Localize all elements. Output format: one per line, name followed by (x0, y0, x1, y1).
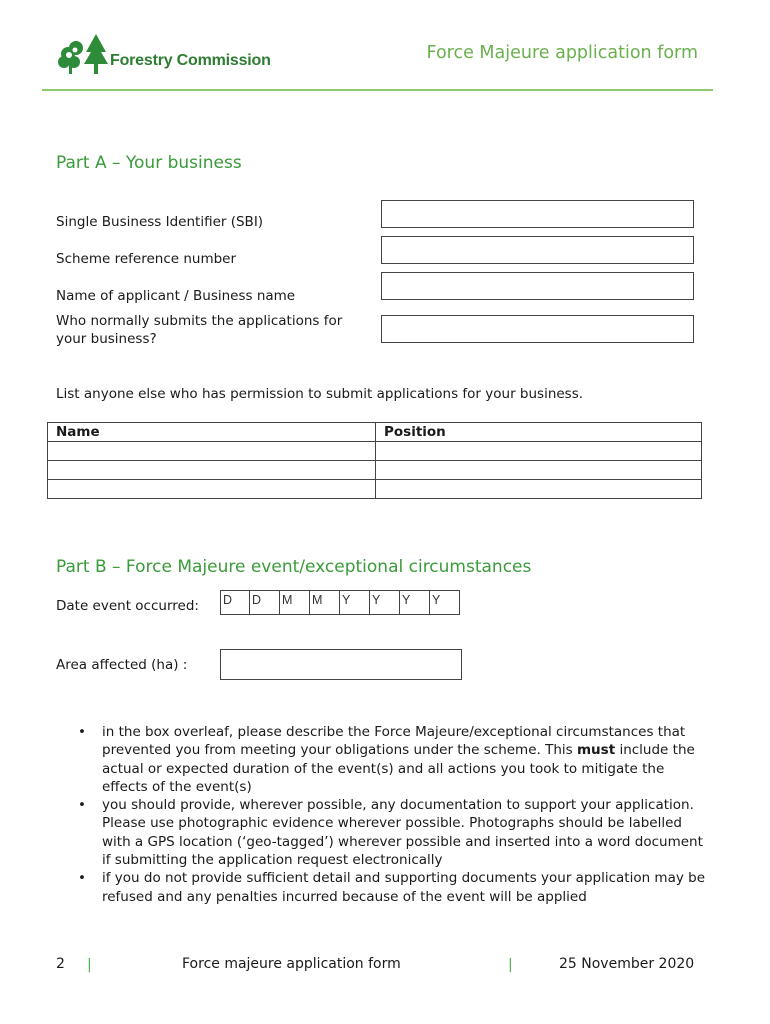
date-year-2-cell[interactable]: Y (370, 590, 400, 615)
footer-separator-right: | (508, 957, 513, 973)
applicant-name-label: Name of applicant / Business name (56, 288, 296, 304)
date-day-2-cell[interactable]: D (250, 590, 280, 615)
bullet-text: in the box overleaf, please describe the Force Majeure/exceptional circumstances that prevented you from meeting your obligations under the scheme. This (102, 724, 686, 759)
area-affected-field[interactable] (220, 649, 462, 680)
permissions-table (47, 422, 702, 499)
list-item (70, 796, 710, 869)
bullet-text: if you do not provide sufficient detail and supporting documents your application may be refused and any penalties incurred because of the event will be applied (102, 870, 706, 905)
header-form-title: Force Majeure application form (426, 43, 698, 63)
footer-title: Force majeure application form (182, 956, 401, 972)
applicant-name-field[interactable] (381, 272, 694, 300)
position-cell[interactable] (376, 461, 702, 480)
bullet-text: include the actual or expected duration of the event(s) and all actions you took to mitigate the effects of the event(s) (102, 742, 695, 795)
name-cell[interactable] (48, 480, 376, 499)
bullet-icon: • (78, 724, 86, 740)
bullet-icon: • (78, 870, 86, 887)
bullet-text: you should provide, wherever possible, any documentation to support your application. Please use photographic evidence wherever possible. Photographs should be labelled with a GPS location (‘geo-tagged’) wherever possible and inserted into a word document if submitting the application request electronically (102, 797, 703, 869)
bullet-emphasis: must (576, 742, 616, 759)
table-row (48, 442, 702, 461)
date-month-2-cell[interactable]: M (310, 590, 340, 615)
list-item (70, 723, 710, 796)
bullet-icon: • (78, 797, 86, 814)
footer-date: 25 November 2020 (559, 956, 695, 972)
submitter-label: Who normally submits the applications for your business? (56, 313, 343, 347)
list-item (70, 869, 710, 906)
position-cell[interactable] (376, 480, 702, 499)
submitter-field[interactable] (381, 315, 694, 343)
name-column-header: Name (48, 423, 376, 442)
date-day-1-cell[interactable]: D (220, 590, 250, 615)
part-b-title: Part B – Force Majeure event/exceptional circumstances (56, 557, 532, 577)
name-cell[interactable] (48, 442, 376, 461)
part-a-title: Part A – Your business (56, 153, 242, 173)
date-year-3-cell[interactable]: Y (400, 590, 430, 615)
header-divider (42, 89, 713, 91)
date-year-4-cell[interactable]: Y (430, 590, 460, 615)
table-row (48, 461, 702, 480)
footer-separator-left: | (87, 957, 92, 973)
area-affected-label: Area affected (ha) : (56, 657, 188, 673)
date-event-label: Date event occurred: (56, 598, 199, 614)
tree-icon (56, 32, 112, 78)
date-year-1-cell[interactable]: Y (340, 590, 370, 615)
scheme-reference-label: Scheme reference number (56, 251, 237, 267)
guidance-list (70, 723, 710, 906)
sbi-label: Single Business Identifier (SBI) (56, 214, 264, 230)
table-header-row (48, 423, 702, 442)
brand-name: Forestry Commission (110, 52, 271, 69)
permission-list-intro: List anyone else who has permission to submit applications for your business. (56, 386, 584, 402)
table-row (48, 480, 702, 499)
name-cell[interactable] (48, 461, 376, 480)
position-cell[interactable] (376, 442, 702, 461)
scheme-reference-field[interactable] (381, 236, 694, 264)
page-number: 2 (56, 956, 65, 972)
date-month-1-cell[interactable]: M (280, 590, 310, 615)
position-column-header: Position (376, 423, 702, 442)
sbi-field[interactable] (381, 200, 694, 228)
